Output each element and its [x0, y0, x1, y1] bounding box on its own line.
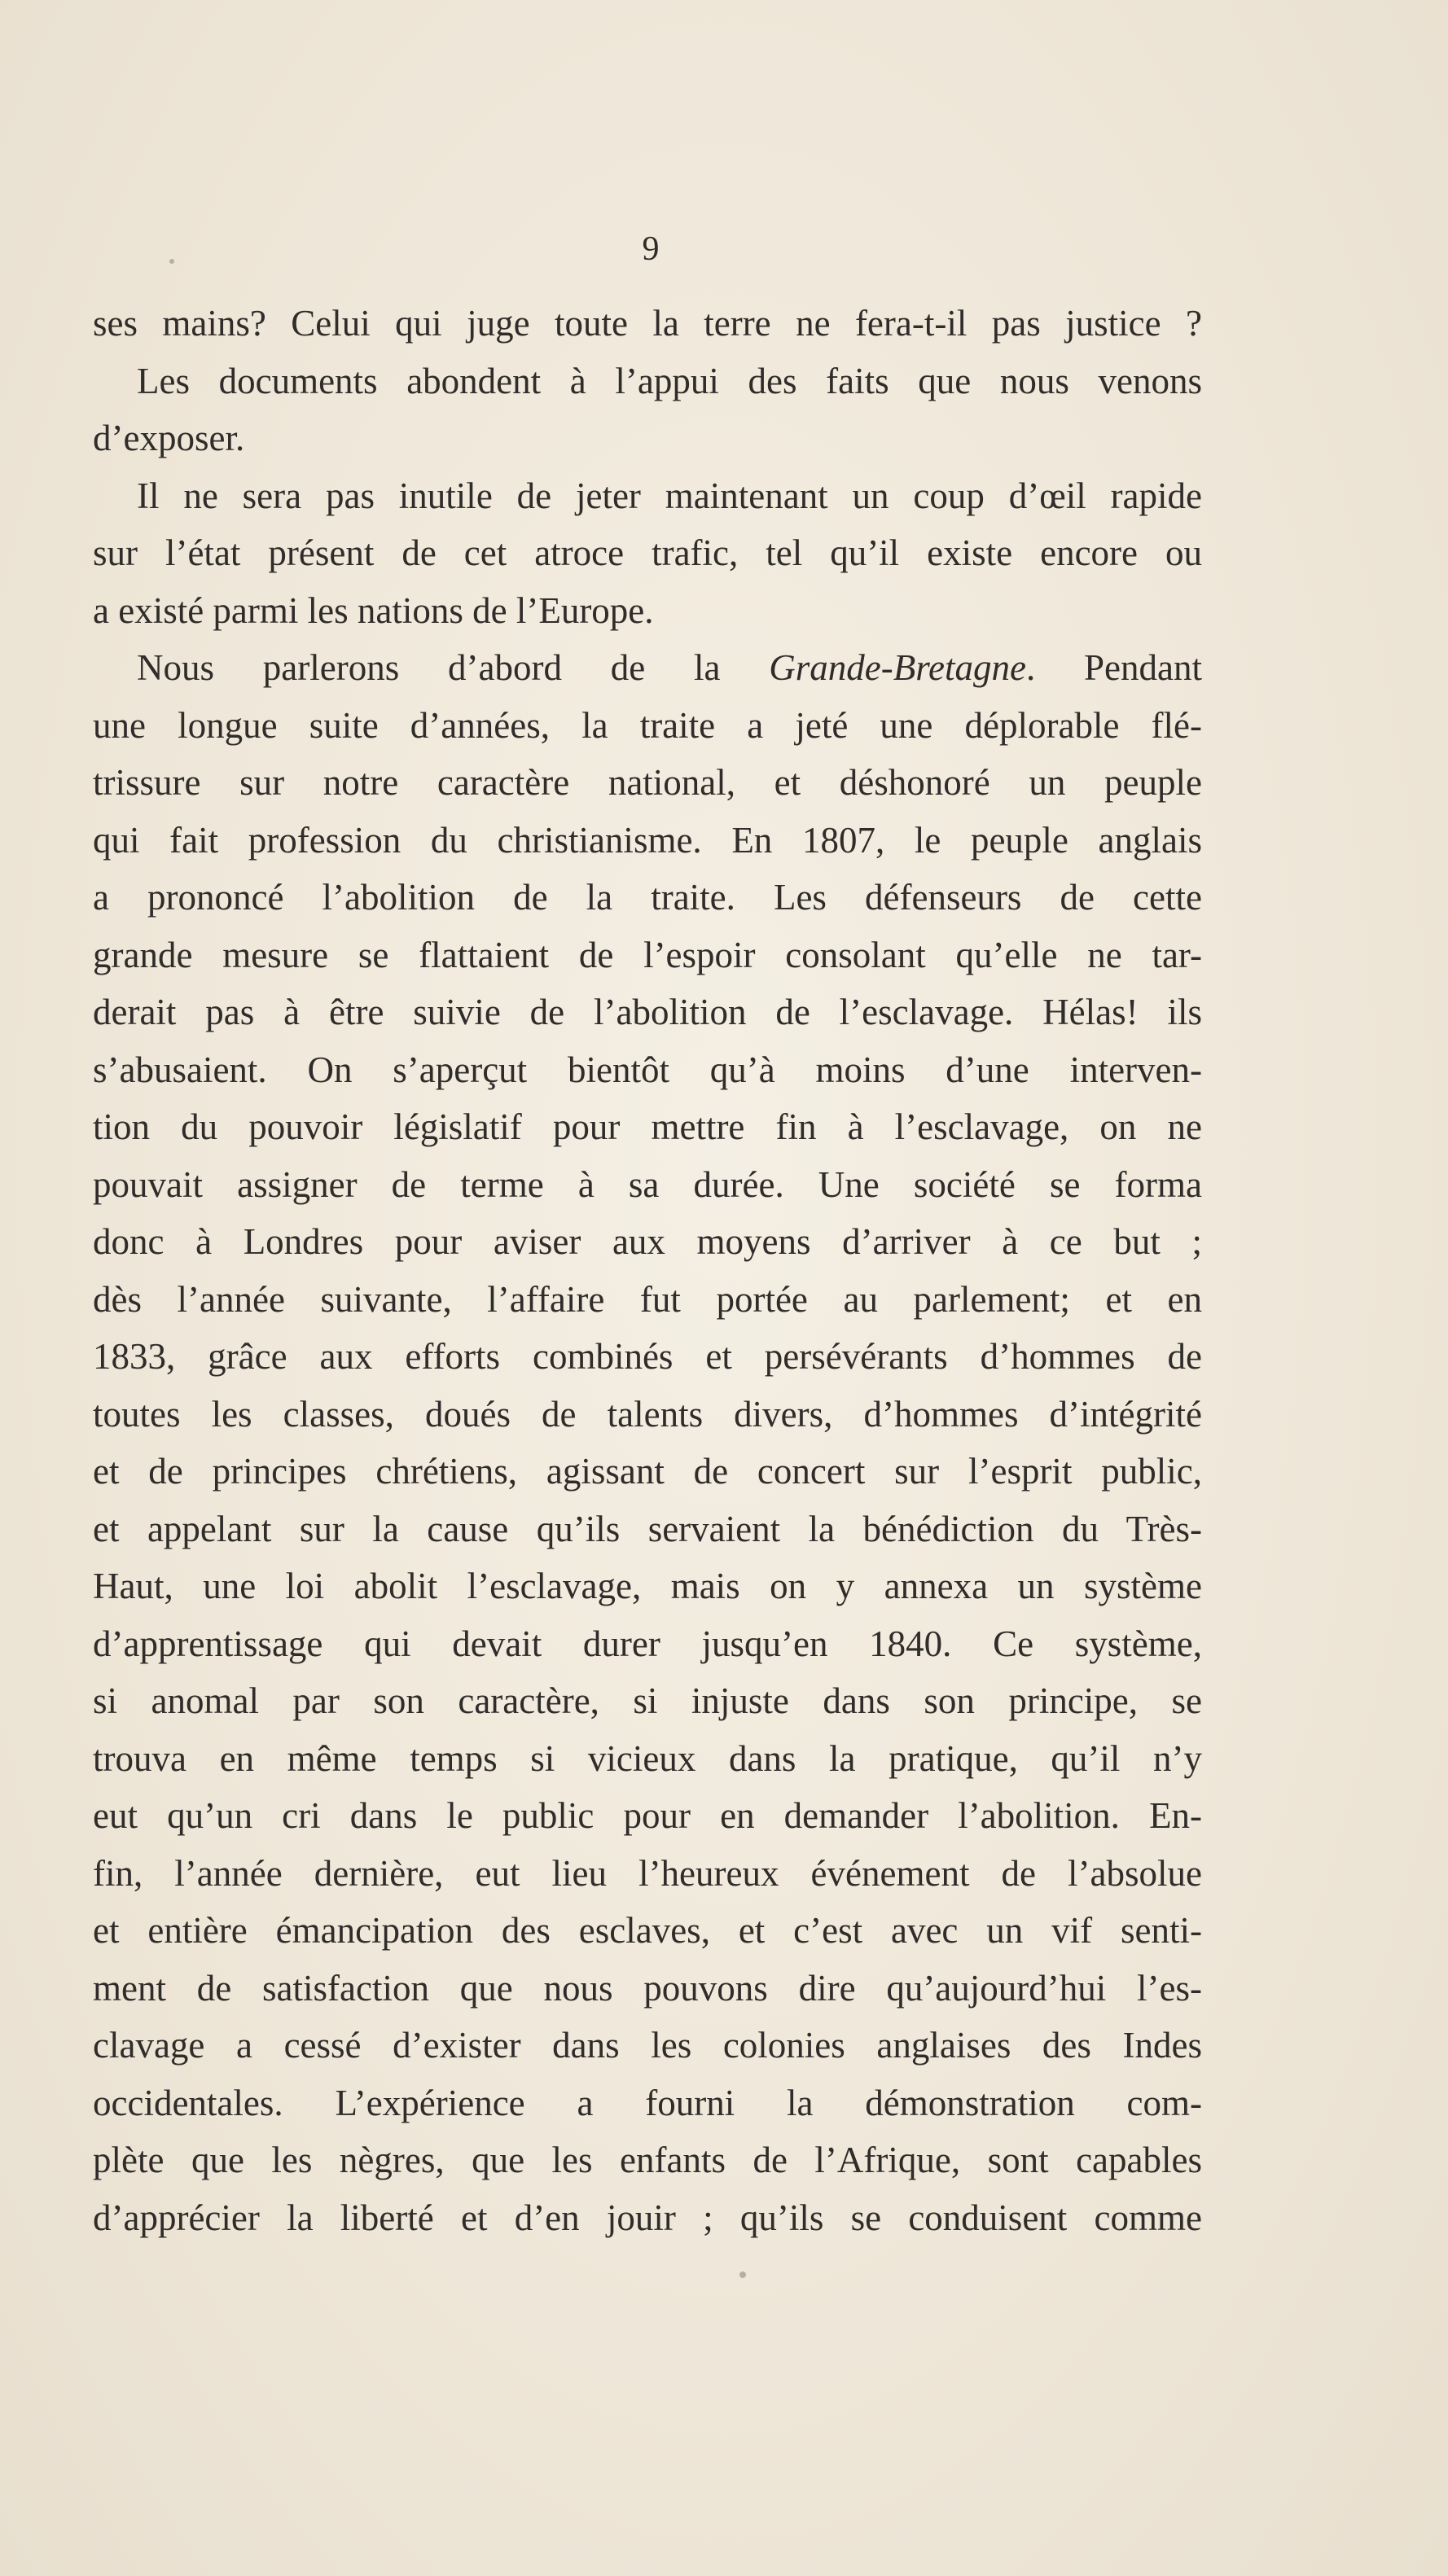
text-line: s’abusaient. On s’aperçut bientôt qu’à moins d’une interven-: [93, 1049, 1202, 1090]
text-line: a existé parmi les nations de l’Europe.: [93, 589, 654, 631]
italic-term: Grande-Bretagne: [769, 647, 1026, 688]
text-line: grande mesure se flattaient de l’espoir consolant qu’elle ne tar-: [93, 934, 1202, 975]
text-line: si anomal par son caractère, si injuste dans son principe, se: [93, 1680, 1202, 1721]
text-line: 1833, grâce aux efforts combinés et persévérants d’hommes de: [93, 1336, 1202, 1377]
text-line: pouvait assigner de terme à sa durée. Une société se forma: [93, 1163, 1202, 1205]
text-line: trissure sur notre caractère national, et déshonoré un peuple: [93, 762, 1202, 803]
text-line: Nous parlerons d’abord de la Grande-Bretagne. Pendant: [137, 647, 1202, 688]
text-line: et de principes chrétiens, agissant de concert sur l’esprit public,: [93, 1451, 1202, 1492]
text-line: et appelant sur la cause qu’ils servaient la bénédiction du Très-: [93, 1508, 1202, 1549]
text-line: ment de satisfaction que nous pouvons dire qu’aujourd’hui l’es-: [93, 1967, 1202, 2009]
text-line: fin, l’année dernière, eut lieu l’heureux événement de l’absolue: [93, 1852, 1202, 1894]
text-line: Il ne sera pas inutile de jeter maintenant un coup d’œil rapide: [137, 475, 1202, 516]
text-line: et entière émancipation des esclaves, et c’est avec un vif senti-: [93, 1910, 1202, 1951]
body-text: [93, 295, 1202, 2246]
text-line: qui fait profession du christianisme. En 1807, le peuple anglais: [93, 819, 1202, 861]
text-line: toutes les classes, doués de talents divers, d’hommes d’intégrité: [93, 1393, 1202, 1435]
text-line: Haut, une loi abolit l’esclavage, mais on y annexa un système: [93, 1566, 1202, 1606]
page-number: 9: [642, 230, 660, 268]
text-line: Les documents abondent à l’appui des faits que nous venons: [137, 360, 1202, 401]
paper-speck: [739, 2272, 746, 2278]
text-line: dès l’année suivante, l’affaire fut portée au parlement; et en: [93, 1278, 1202, 1320]
text-line: d’apprécier la liberté et d’en jouir ; qu’ils se conduisent comme: [93, 2197, 1202, 2238]
text-line: tion du pouvoir législatif pour mettre fin à l’esclavage, on ne: [93, 1106, 1202, 1147]
text-line: occidentales. L’expérience a fourni la démonstration com-: [93, 2082, 1202, 2123]
text-line: plète que les nègres, que les enfants de l’Afrique, sont capables: [93, 2140, 1202, 2180]
text-line: ses mains? Celui qui juge toute la terre ne fera-t-il pas justice ?: [93, 303, 1202, 344]
text-line: clavage a cessé d’exister dans les colonies anglaises des Indes: [93, 2025, 1202, 2066]
text-line: a prononcé l’abolition de la traite. Les défenseurs de cette: [93, 877, 1202, 918]
text-line: eut qu’un cri dans le public pour en demander l’abolition. En-: [93, 1795, 1202, 1836]
text-line: donc à Londres pour aviser aux moyens d’arriver à ce but ;: [93, 1221, 1202, 1262]
text-line: d’apprentissage qui devait durer jusqu’en 1840. Ce système,: [93, 1623, 1202, 1664]
text-line: une longue suite d’années, la traite a jeté une déplorable flé-: [93, 704, 1202, 746]
text-line: derait pas à être suivie de l’abolition de l’esclavage. Hélas! ils: [93, 992, 1202, 1032]
text-line: sur l’état présent de cet atroce trafic, tel qu’il existe encore ou: [93, 532, 1202, 573]
text-line: trouva en même temps si vicieux dans la pratique, qu’il n’y: [93, 1737, 1202, 1779]
text-line: d’exposer.: [93, 418, 245, 458]
paper-speck: [169, 259, 174, 264]
